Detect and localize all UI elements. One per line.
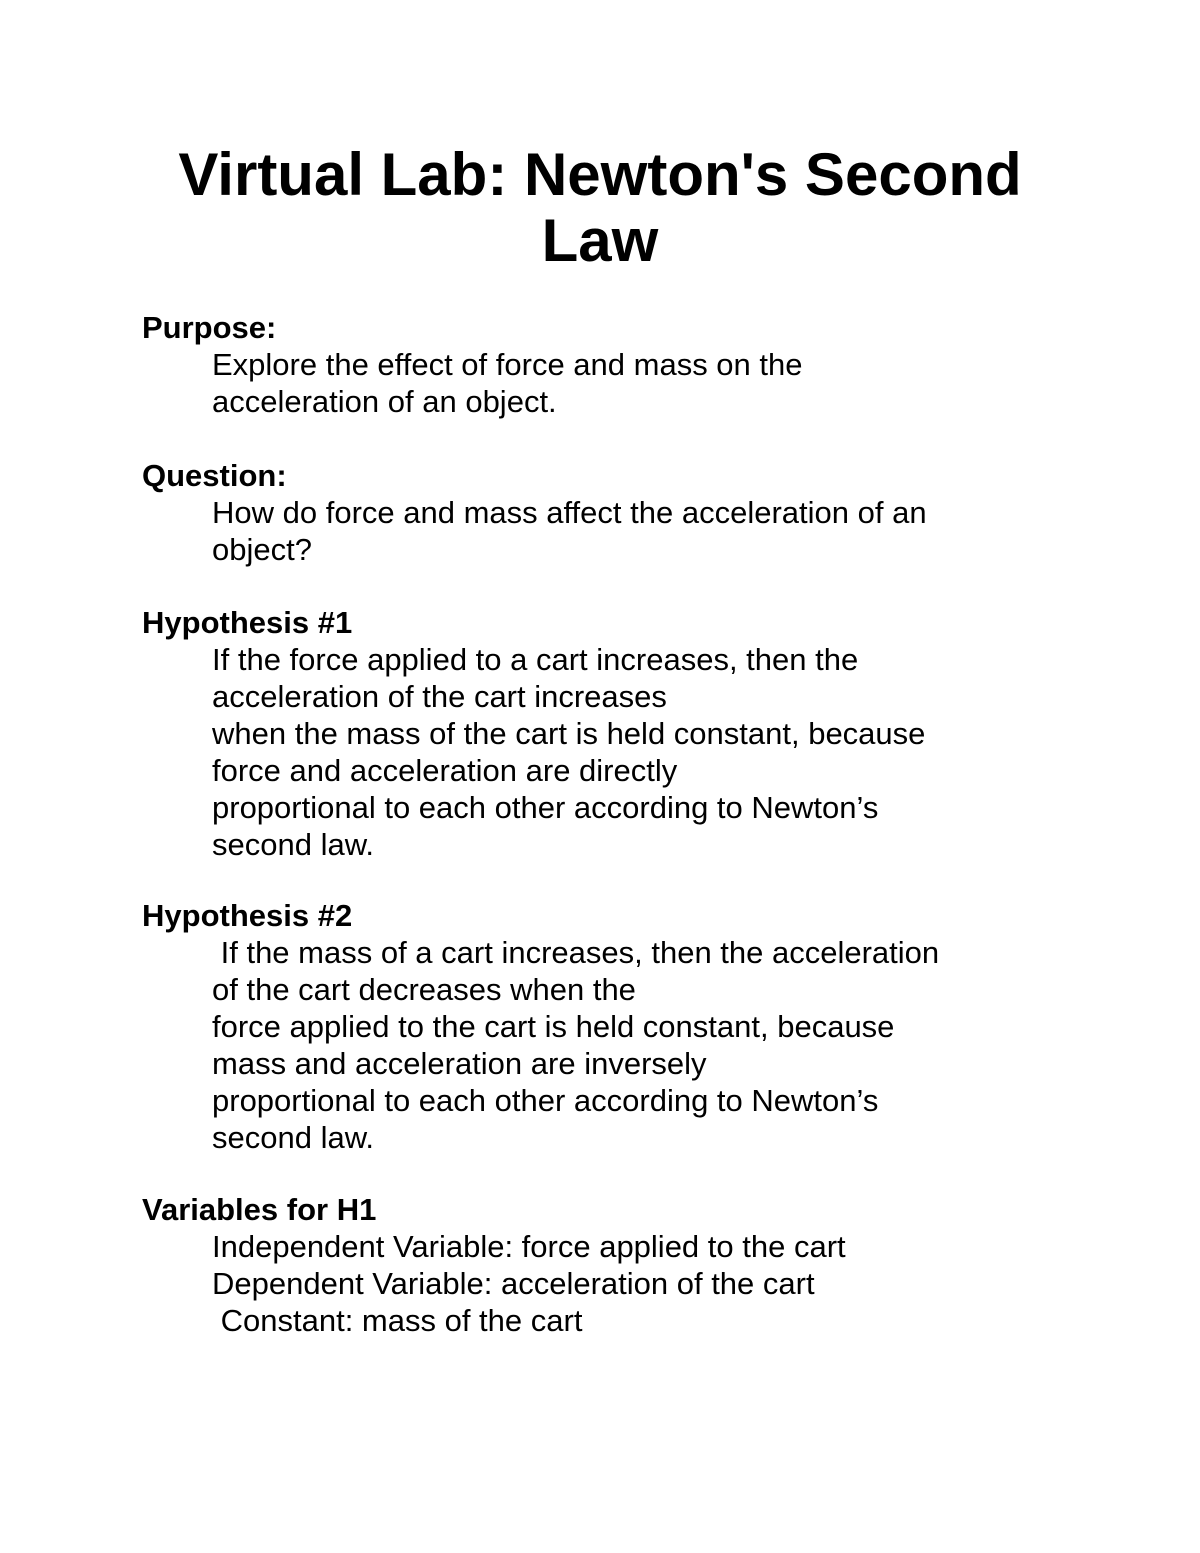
- hypothesis-2-heading: Hypothesis #2: [142, 898, 353, 933]
- purpose-section: [142, 309, 1102, 420]
- hypothesis-1-line: proportional to each other according to Newton’s: [212, 790, 879, 825]
- hypothesis-1-line: force and acceleration are directly: [212, 753, 678, 788]
- independent-variable-line: Independent Variable: force applied to the cart: [212, 1229, 846, 1264]
- hypothesis-1-line: second law.: [212, 827, 374, 862]
- question-section: [142, 457, 1102, 568]
- hypothesis-2-section: [142, 897, 1102, 1156]
- hypothesis-2-line: of the cart decreases when the: [212, 972, 636, 1007]
- purpose-line: acceleration of an object.: [212, 384, 557, 419]
- question-line: How do force and mass affect the acceleration of an: [212, 495, 927, 530]
- constant-line: Constant: mass of the cart: [212, 1303, 583, 1338]
- dependent-variable-line: Dependent Variable: acceleration of the cart: [212, 1266, 815, 1301]
- hypothesis-1-line: when the mass of the cart is held constant, because: [212, 716, 926, 751]
- hypothesis-1-section: [142, 604, 1102, 863]
- hypothesis-2-line: second law.: [212, 1120, 374, 1155]
- hypothesis-1-line: acceleration of the cart increases: [212, 679, 667, 714]
- hypothesis-1-line: If the force applied to a cart increases, then the: [212, 642, 859, 677]
- hypothesis-2-line: force applied to the cart is held constant, because: [212, 1009, 895, 1044]
- purpose-line: Explore the effect of force and mass on the: [212, 347, 803, 382]
- variables-h1-heading: Variables for H1: [142, 1192, 377, 1227]
- variables-h1-section: [142, 1191, 1102, 1339]
- purpose-heading: Purpose:: [142, 310, 277, 345]
- page-title-line-1: Virtual Lab: Newton's Second: [178, 141, 1022, 208]
- hypothesis-1-heading: Hypothesis #1: [142, 605, 353, 640]
- hypothesis-2-line: mass and acceleration are inversely: [212, 1046, 707, 1081]
- hypothesis-2-line: If the mass of a cart increases, then the acceleration: [212, 935, 940, 970]
- page-title: [100, 142, 1100, 274]
- question-heading: Question:: [142, 458, 287, 493]
- hypothesis-2-line: proportional to each other according to Newton’s: [212, 1083, 879, 1118]
- page-title-line-2: Law: [541, 207, 659, 274]
- question-line: object?: [212, 532, 312, 567]
